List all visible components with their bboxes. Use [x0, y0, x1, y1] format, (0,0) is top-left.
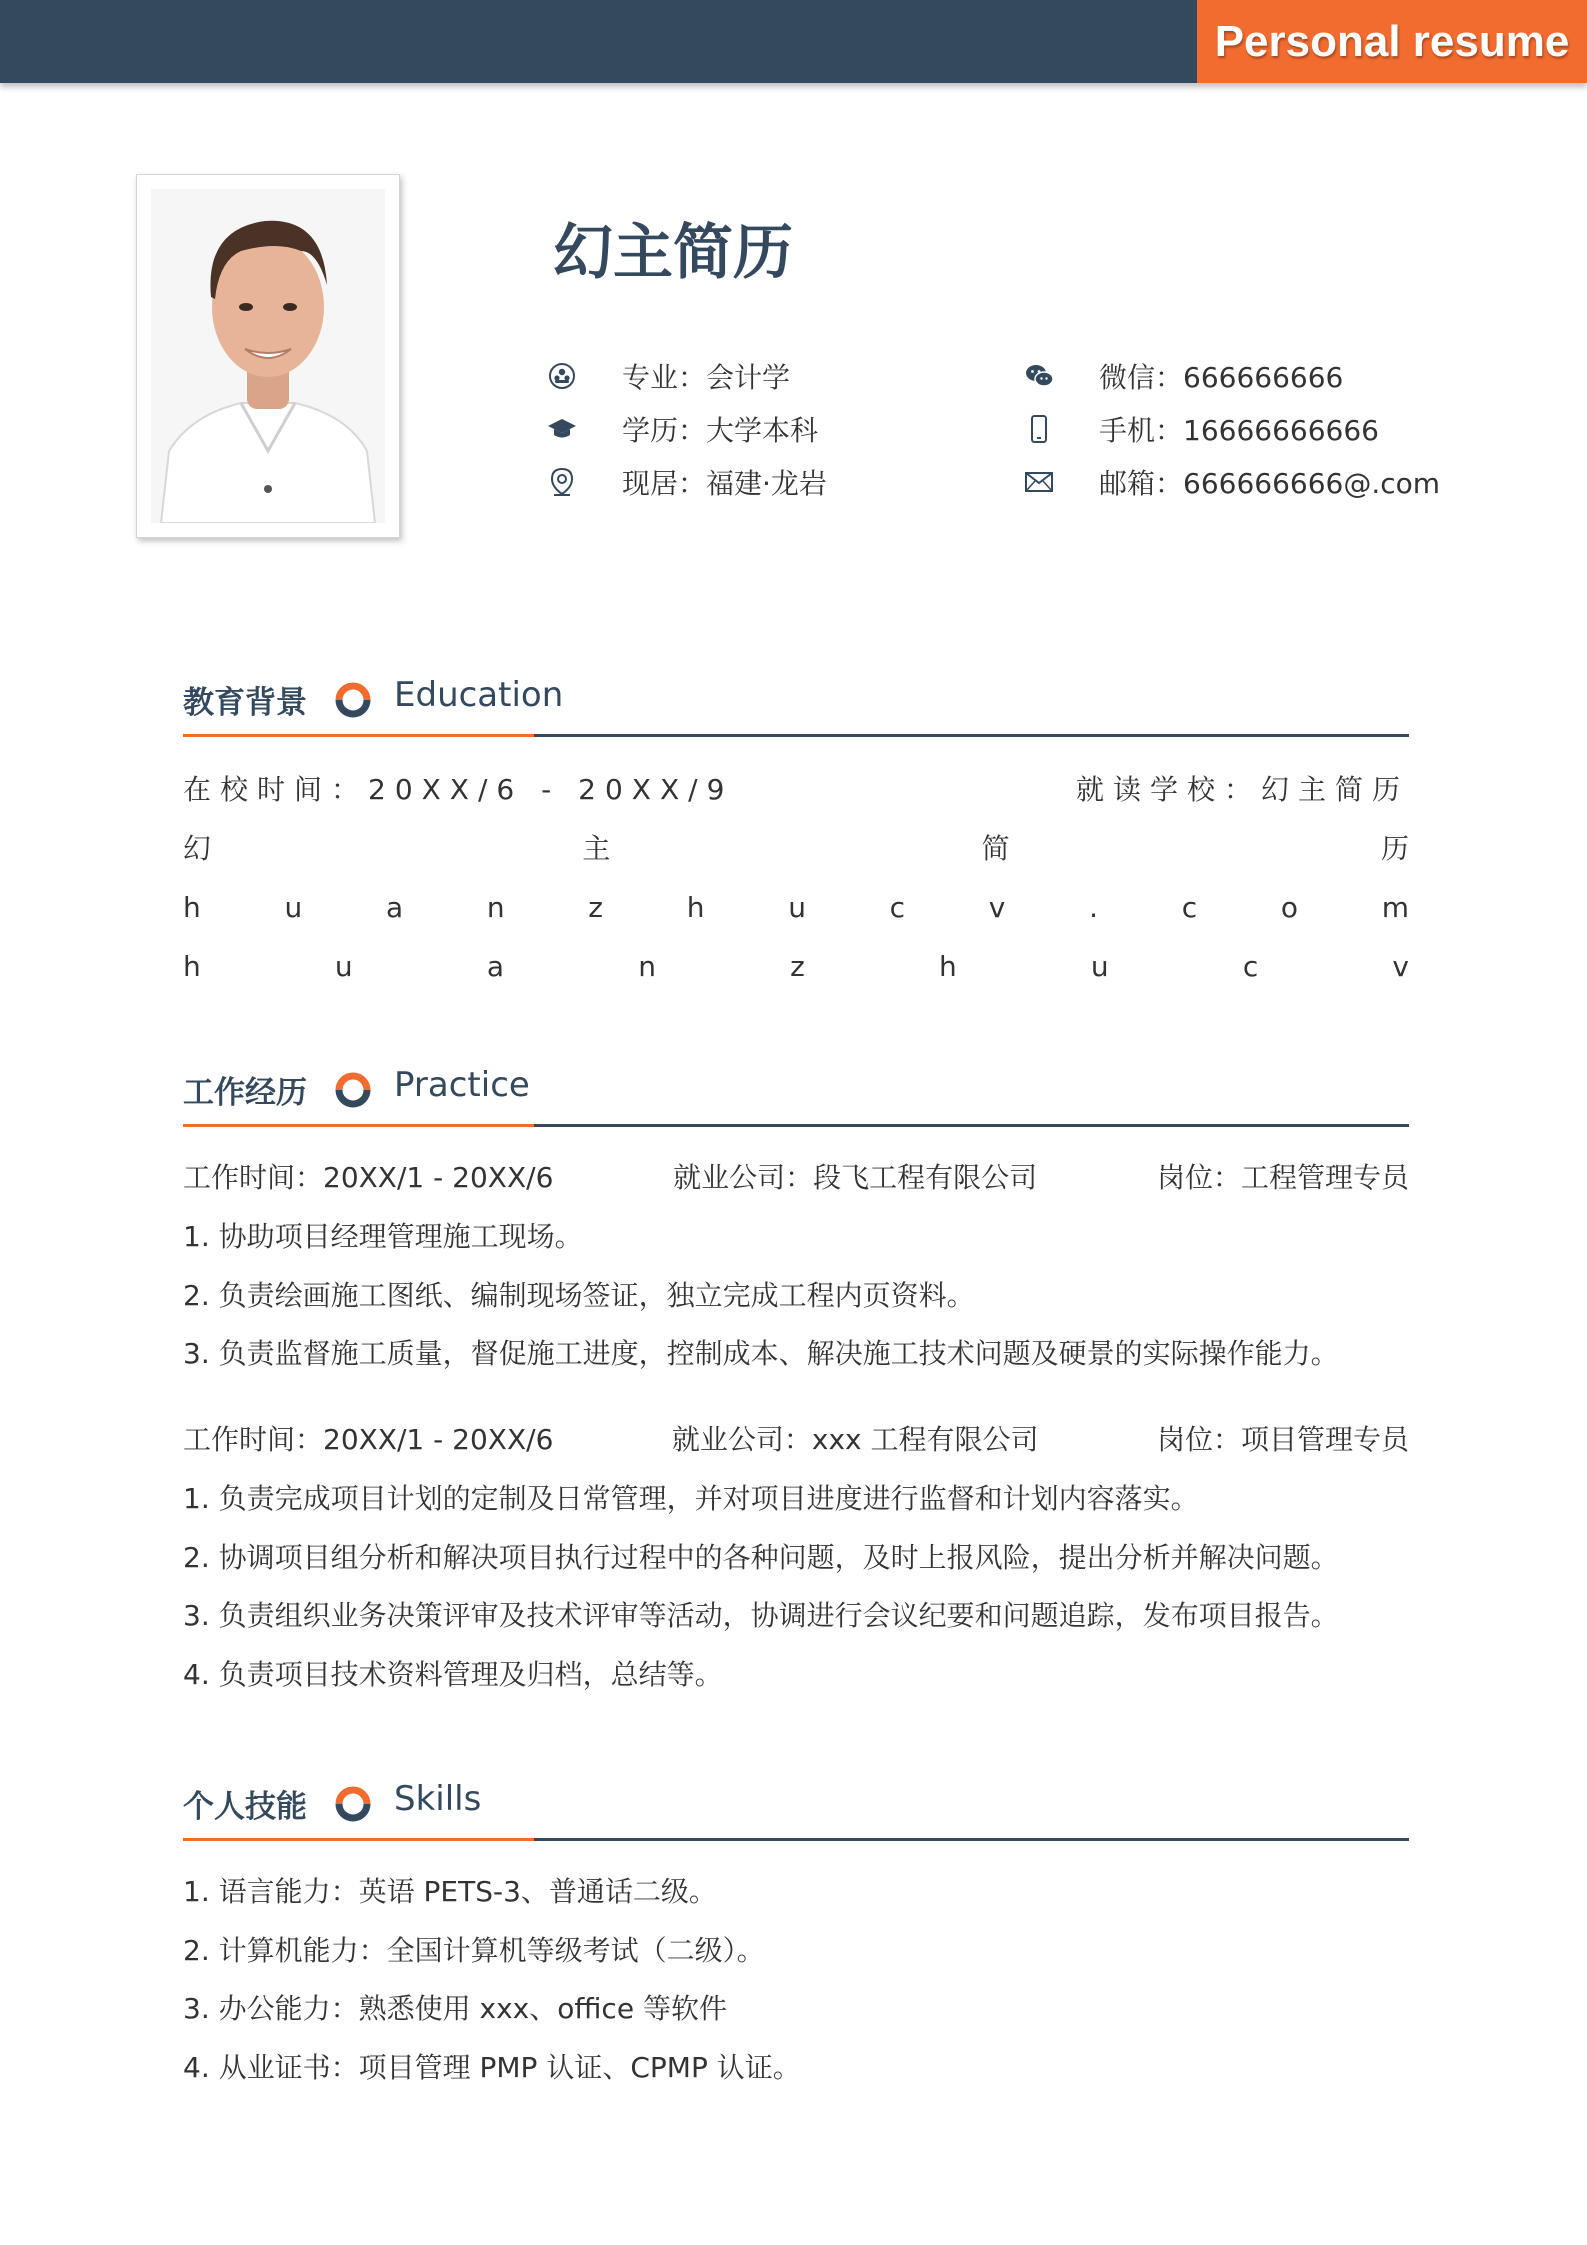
portrait-image — [151, 189, 385, 523]
education-char: h — [183, 891, 201, 924]
education-char: . — [1089, 891, 1098, 924]
job-duty: 3. 负责监督施工质量，督促施工进度，控制成本、解决施工技术问题及硬景的实际操作能力。 — [183, 1337, 1339, 1370]
education-char: z — [790, 950, 805, 983]
education-title-en: Education — [394, 675, 564, 715]
info-degree-text: 学历：大学本科 — [622, 414, 819, 447]
info-degree — [546, 409, 818, 449]
skills-header — [183, 1771, 1409, 1841]
education-char: 幻 — [183, 832, 212, 865]
job-duty: 1. 协助项目经理管理施工现场。 — [183, 1220, 583, 1253]
info-email-text: 邮箱：666666666@.com — [1099, 467, 1441, 500]
job-duty: 1. 负责完成项目计划的定制及日常管理，并对项目进度进行监督和计划内容落实。 — [183, 1482, 1199, 1515]
skill-item: 4. 从业证书：项目管理 PMP 认证、CPMP 认证。 — [183, 2051, 801, 2084]
practice-title-en: Practice — [394, 1065, 530, 1105]
education-char: h — [183, 950, 201, 983]
ring-icon — [335, 1786, 371, 1822]
job-company: 就业公司：段飞工程有限公司 — [673, 1161, 1038, 1194]
info-major — [546, 356, 790, 396]
info-major-text: 专业：会计学 — [622, 361, 791, 394]
education-char: a — [486, 950, 505, 983]
education-row-2 — [183, 829, 1409, 869]
education-time: 在校时间：20XX/6 - 20XX/9 — [183, 773, 734, 806]
job-time: 工作时间：20XX/1 - 20XX/6 — [183, 1161, 554, 1194]
education-char: m — [1381, 891, 1409, 924]
education-char: a — [385, 891, 404, 924]
job-time: 工作时间：20XX/1 - 20XX/6 — [183, 1423, 554, 1456]
location-pin-icon — [546, 466, 578, 498]
education-char: 历 — [1380, 832, 1409, 865]
practice-title-cn: 工作经历 — [183, 1075, 307, 1111]
education-school: 就读学校：幻主简历 — [1075, 773, 1409, 806]
job-duty: 2. 协调项目组分析和解决项目执行过程中的各种问题，及时上报风险，提出分析并解决问题。 — [183, 1541, 1339, 1574]
education-char: c — [1181, 891, 1198, 924]
education-char: h — [938, 950, 957, 983]
education-title-cn: 教育背景 — [183, 685, 307, 721]
education-char: n — [638, 950, 656, 983]
education-char: u — [788, 891, 806, 924]
skill-item: 2. 计算机能力：全国计算机等级考试（二级）。 — [183, 1934, 765, 1967]
education-row-1 — [183, 770, 1409, 810]
education-char: z — [588, 891, 603, 924]
education-char: 主 — [582, 832, 611, 865]
info-phone-text: 手机：16666666666 — [1099, 414, 1379, 447]
education-char: c — [889, 891, 906, 924]
user-group-icon — [546, 360, 578, 392]
skills-title-cn: 个人技能 — [183, 1789, 307, 1825]
education-header — [183, 667, 1409, 737]
education-char: n — [486, 891, 505, 924]
education-char: u — [284, 891, 303, 924]
info-wechat-text: 微信：666666666 — [1099, 361, 1344, 394]
info-phone — [1023, 409, 1379, 449]
education-char: c — [1242, 950, 1259, 983]
education-char: v — [988, 891, 1006, 924]
section-divider-accent — [183, 1838, 534, 1841]
wechat-icon — [1023, 360, 1055, 392]
job-duty: 3. 负责组织业务决策评审及技术评审等活动，协调进行会议纪要和问题追踪，发布项目报告。 — [183, 1599, 1339, 1632]
education-char: u — [334, 950, 353, 983]
education-char: 简 — [981, 832, 1010, 865]
mobile-phone-icon — [1023, 413, 1055, 445]
job-2-header — [183, 1420, 1409, 1460]
section-divider-accent — [183, 734, 534, 737]
ring-icon — [335, 1072, 371, 1108]
info-residence — [546, 462, 827, 502]
info-residence-text: 现居：福建·龙岩 — [622, 467, 827, 500]
job-duty: 2. 负责绘画施工图纸、编制现场签证，独立完成工程内页资料。 — [183, 1279, 975, 1312]
education-char: v — [1392, 950, 1409, 983]
job-1-header — [183, 1158, 1409, 1198]
education-row-3 — [183, 888, 1409, 928]
section-divider-accent — [183, 1124, 534, 1127]
job-company: 就业公司：xxx 工程有限公司 — [671, 1423, 1039, 1456]
skill-item: 3. 办公能力：熟悉使用 xxx、office 等软件 — [183, 1992, 727, 2025]
resume-name: 幻主简历 — [553, 218, 793, 288]
info-wechat — [1023, 356, 1343, 396]
skill-item: 1. 语言能力：英语 PETS-3、普通话二级。 — [183, 1875, 717, 1908]
education-row-4 — [183, 947, 1409, 987]
education-char: u — [1090, 950, 1109, 983]
job-position: 岗位：项目管理专员 — [1156, 1423, 1409, 1456]
skills-title-en: Skills — [394, 1779, 482, 1819]
education-char: h — [686, 891, 705, 924]
job-position: 岗位：工程管理专员 — [1156, 1161, 1409, 1194]
info-email — [1023, 462, 1440, 502]
practice-header — [183, 1057, 1409, 1127]
graduation-cap-icon — [546, 413, 578, 445]
job-duty: 4. 负责项目技术资料管理及归档，总结等。 — [183, 1658, 723, 1691]
ring-icon — [335, 682, 371, 718]
education-char: o — [1280, 891, 1298, 924]
envelope-icon — [1023, 466, 1055, 498]
resume-tag: Personal resume — [1197, 0, 1587, 83]
profile-photo — [136, 174, 400, 538]
